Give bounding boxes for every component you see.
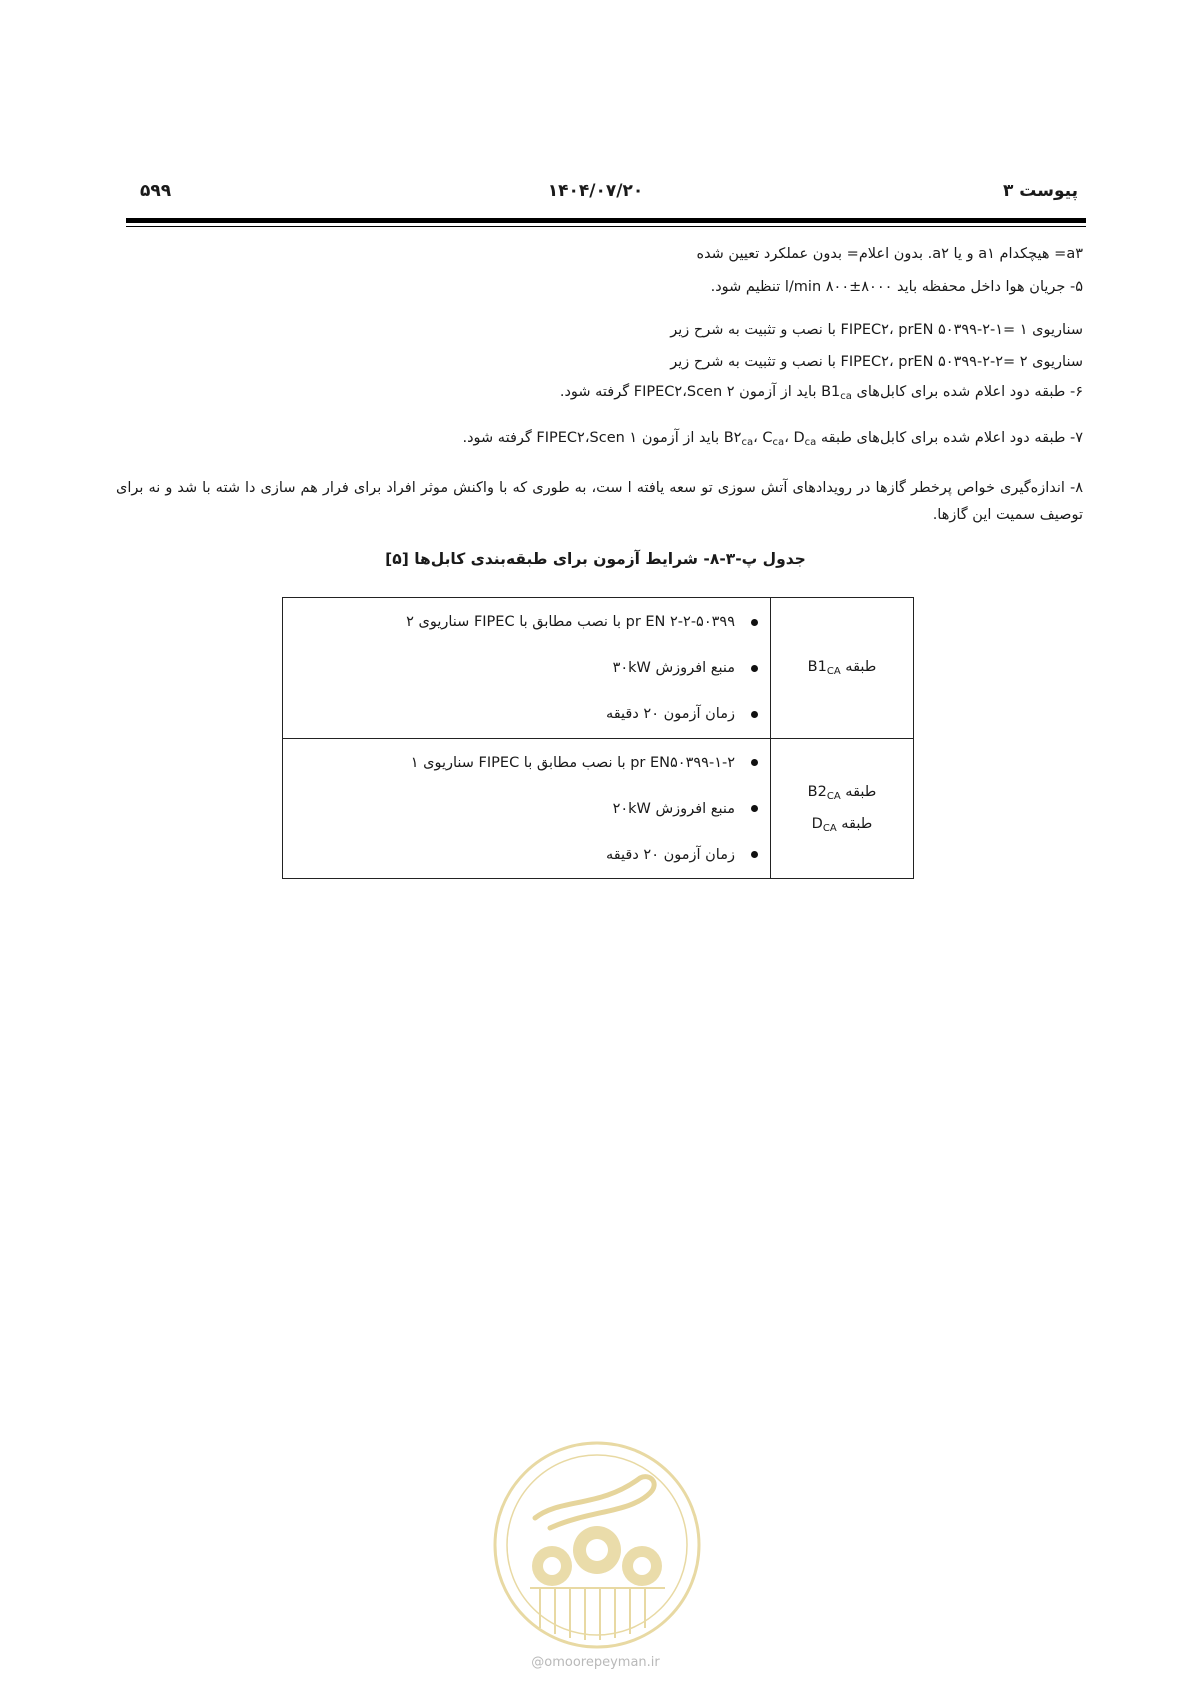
bullet-icon (751, 711, 758, 718)
class-label: طبقه $B1_{CA}$ (807, 659, 877, 677)
list-item: ۱-۲-pr EN۵۰۳۹۹ با نصب مطابق با FIPEC سناریوی ۱ (283, 740, 770, 786)
bullet-icon (751, 759, 758, 766)
class-cell (771, 739, 914, 879)
list-item: منبع افروزش ۲۰kW (283, 786, 770, 832)
section-title: پیوست ۳ (1002, 181, 1078, 201)
bullet-icon (751, 805, 758, 812)
bullet-icon (751, 851, 758, 858)
scenario-2: سناریوی FIPEC۲، prEN ۵۰۳۹۹-۲-۲= ۲ با نصب و تثبیت به شرح زیر (670, 354, 1083, 370)
class-label: طبقه $D_{CA}$ (811, 815, 873, 834)
watermark-logo-icon (490, 1438, 704, 1652)
watermark-url: @omoorepeyman.ir (531, 1655, 660, 1670)
list-item: زمان آزمون ۲۰ دقیقه (283, 832, 770, 878)
note-a3: a۳= هیچکدام a۱ و یا a۲. بدون اعلام= بدون عملکرد تعیین شده (696, 246, 1083, 262)
item-6: ۶- طبقه دود اعلام شده برای کابل‌های $B1_{ca}$ باید از آزمون ۲ FIPEC۲،Scen گرفته شود. (559, 384, 1083, 402)
item-8: ۸- اندازه‌گیری خواص پرخطر گازها در رویدادهای آتش سوزی تو سعه یافته ا ست، به طوری که با واکنش موثر افراد برای فرار هم سازی دا شته با شد و نه برای توصیف سمیت این گازها. (116, 480, 1083, 523)
list-item: زمان آزمون ۲۰ دقیقه (283, 691, 770, 737)
table-row (283, 739, 914, 879)
table-caption: جدول پ-۳-۸- شرایط آزمون برای طبقه‌بندی کابل‌ها [۵] (385, 550, 806, 568)
conditions-cell (283, 739, 771, 879)
list-item: منبع افروزش ۳۰kW (283, 645, 770, 691)
page-number: ۵۹۹ (140, 181, 172, 201)
header-rule-thick (126, 218, 1086, 223)
test-conditions-table (282, 597, 914, 879)
list-item: ۲-۲-۵۰۳۹۹ pr EN با نصب مطابق با FIPEC سناریوی ۲ (283, 599, 770, 645)
class-cell (771, 598, 914, 739)
table-row (283, 598, 914, 739)
class-label: طبقه $B2_{CA}$ (807, 783, 877, 802)
item-7: ۷- طبقه دود اعلام شده برای کابل‌های طبقه $B۲_{ca}،$ $C_{ca}،$ $D_{ca}$ باید از آزمون ۱ FIPEC۲،Scen گرفته شود. (462, 430, 1083, 448)
bullet-icon (751, 619, 758, 626)
header-date: ۱۴۰۴/۰۷/۲۰ (547, 181, 644, 201)
conditions-cell (283, 598, 771, 739)
scenario-1: سناریوی FIPEC۲، prEN ۵۰۳۹۹-۲-۱= ۱ با نصب و تثبیت به شرح زیر (670, 322, 1083, 338)
note-airflow: ۵- جریان هوا داخل محفظه باید l/min ۸۰۰±۸۰۰۰ تنظیم شود. (710, 279, 1083, 295)
header-rule-thin (126, 226, 1086, 227)
bullet-icon (751, 665, 758, 672)
